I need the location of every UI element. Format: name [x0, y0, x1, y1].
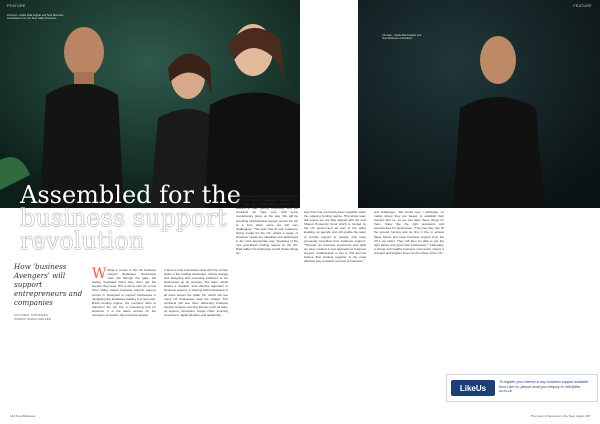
contact-advert — [446, 374, 598, 402]
headline: Assembled for the business support revolution — [20, 181, 241, 255]
footer-left: 124 Tees Business — [10, 414, 36, 418]
dropcap: W — [92, 266, 107, 282]
team-photo — [0, 0, 300, 208]
likeus-logo: LikeUs — [451, 380, 495, 396]
body-column-1-text: What it comes to the UK business support landscape, businesses often fall through the gaps, left feeling frustrated when they don't get the support they need. This is where Like Us, a new Tees Valley based business support agency comes in. Designed to support businesses in navigating the landscape leading to a new post-Brexit funding regime, the company aims to transform the UK into a pioneering hub for business. It is the latest venture for the Avengers of modern day business support. — [92, 268, 156, 318]
advert-text: To register your interest in any business support available from Like Us, please send your enquiry to: info@like-us.co.uk — [499, 380, 589, 394]
photo-caption-right: UK-wide – Nadia Riad Asghar and Tees Business Consultant... — [382, 34, 422, 41]
standfirst — [14, 262, 84, 321]
section-tag-right: FEATURE — [573, 4, 592, 8]
portrait-photo-illustration — [358, 0, 600, 208]
section-tag-left: FEATURE — [7, 4, 26, 8]
photo-caption-left: Pictured – Nadia Riad Asghar and Tees Business Consultants from the Tees Valley Business... — [7, 14, 64, 21]
credits: PICTURES: TOM BANKS WORDS: SARAH WALKER — [14, 313, 51, 321]
portrait-photo — [358, 0, 600, 208]
team-photo-illustration — [0, 0, 300, 208]
body-column-3: "We've already secured a number of contracts that cover different geographic areas of the UK," says Like Us CEO Ethan. "We are very excited to start getting underway with the contracts we have won, with some revolutionary plans on the way. We will be providing vital business support across the UK at a time when some are still very challenging." The team has its own business-facing model for the UK, where a range of business needs are identified and addressed in the most appropriate way. Speaking of the new post-Brexit funding regime for the UK, Riad added "its landscape would shake things up". — [236, 194, 298, 256]
body-column-5: and challenges. "We would now, I anticipate, no matter where they are based, to establish their interest with us, so we can tailor these things for them. Many like the right provisions and opportunities for businesses. "This way they can hit the ground running and be first in line to access these issues and have business support from the UK's top talent. They will then be able to get the right advice and grow their businesses." "Ultimately, a strong and healthy business community means a stronger and brighter future for the whole of the UK." — [374, 210, 444, 255]
body-column-4: way than has previously been possible under the outgoing funding regime. This whole team will ensure we are fully aligned with the new Shared Prosperity Fund which is funded by the UK government as part of the wider levelling up agenda and will enable the team to provide support to 'people, who have previously benefited from business support'. "Through our business experience and skills we have created a new approach to business support. Collaboration is key to this and we believe that working together is the most effective way to deliver services to business." — [304, 210, 366, 264]
footer-right: The voice of business in the Tees region 125 — [530, 414, 590, 418]
standfirst-text: How 'business Avengers' will support entrepreneurs and companies — [14, 262, 83, 307]
body-column-1 — [92, 268, 156, 317]
body-column-2: It aims to help businesses deal with the current shifts in the funding landscape, driving change and designing and executing initiatives to set businesses up for success. The team, which boasts a 'fearless' and effective approach to business support, is working with businesses of all sizes across the wider UK, which will see many UK businesses lead the charge. The contracts will see them delivering business support projects covering themes such as start-up support, innovation, supply chain, sourcing investment, digital adoption and leadership. — [164, 268, 228, 318]
